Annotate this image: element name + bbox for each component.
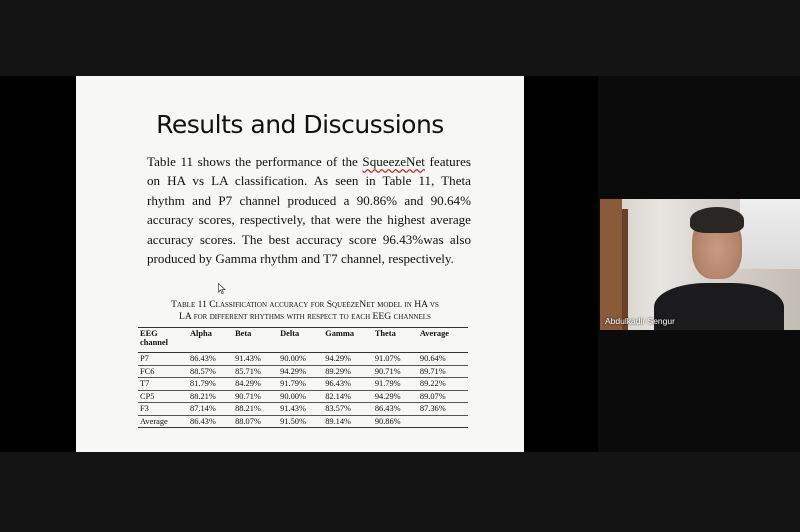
table-cell: 90.71% (233, 390, 278, 403)
body-text-highlight: SqueezeNet (362, 154, 425, 169)
video-background-door-frame (622, 209, 628, 330)
table-cell: 89.22% (418, 378, 468, 391)
table-cell: 86.43% (188, 353, 233, 366)
table-cell (418, 415, 468, 428)
header-average: Average (418, 328, 468, 353)
table-cell: 91.50% (278, 415, 323, 428)
mouse-cursor-icon (218, 283, 226, 294)
bottom-bar (0, 452, 800, 532)
table-cell: FC6 (138, 365, 188, 378)
table-cell: 90.86% (373, 415, 418, 428)
participant-name-label: Abdulkadir Sengur (605, 316, 675, 326)
table-caption-line-1: Table 11 Classification accuracy for SqueezeNet model in HA vs (171, 299, 439, 310)
participant-hair (690, 207, 744, 233)
table-row (138, 403, 468, 416)
table-cell: F3 (138, 403, 188, 416)
table-row (138, 390, 468, 403)
table-cell: 87.14% (188, 403, 233, 416)
table-cell: Average (138, 415, 188, 428)
table-cell: 90.00% (278, 353, 323, 366)
header-alpha: Alpha (188, 328, 233, 353)
table-caption (138, 299, 472, 323)
table-cell: 84.29% (233, 378, 278, 391)
table-cell: 94.29% (373, 390, 418, 403)
table-cell: 88.57% (188, 365, 233, 378)
table-cell: 89.14% (323, 415, 373, 428)
table-cell: 85.71% (233, 365, 278, 378)
table-cell: 89.29% (323, 365, 373, 378)
video-background-door (600, 199, 622, 330)
table-cell: CP5 (138, 390, 188, 403)
body-text-part-1: Table 11 shows the performance of the (147, 154, 363, 169)
table-caption-line-2: LA for different rhythms with respect to each EEG channels (179, 311, 431, 322)
table-cell: 86.43% (188, 415, 233, 428)
table-cell: 90.71% (373, 365, 418, 378)
body-text-part-2: features on HA vs LA classification. As seen in Table 11, Theta rhythm and P7 channel produced a 90.86% and 90.64% accuracy scores, respectively, that were the highest average accuracy scores. The best accuracy score 96.43%was also produced by Gamma rhythm and T7 channel, respectively. (147, 154, 471, 267)
table-row-average (138, 415, 468, 428)
results-table (138, 327, 468, 428)
participant-video-tile[interactable] (600, 199, 800, 330)
video-background-shelf (740, 199, 800, 269)
table-cell: 91.43% (278, 403, 323, 416)
header-gamma: Gamma (323, 328, 373, 353)
presentation-slide (76, 76, 524, 452)
table-cell: 91.79% (278, 378, 323, 391)
table-row (138, 365, 468, 378)
table-cell: 89.07% (418, 390, 468, 403)
table-cell: 90.64% (418, 353, 468, 366)
table-header-row (138, 328, 468, 353)
slide-title: Results and Discussions (156, 110, 444, 139)
table-cell: P7 (138, 353, 188, 366)
table-cell: 94.29% (278, 365, 323, 378)
header-beta: Beta (233, 328, 278, 353)
table-cell: 90.00% (278, 390, 323, 403)
table-cell: 86.43% (373, 403, 418, 416)
table-cell: 83.57% (323, 403, 373, 416)
slide-body-text (147, 152, 471, 268)
table-cell: 91.43% (233, 353, 278, 366)
table-cell: T7 (138, 378, 188, 391)
table-row (138, 353, 468, 366)
table-cell: 91.07% (373, 353, 418, 366)
table-cell: 96.43% (323, 378, 373, 391)
header-delta: Delta (278, 328, 323, 353)
table-cell: 87.36% (418, 403, 468, 416)
table-row (138, 378, 468, 391)
table-cell: 88.21% (233, 403, 278, 416)
table-cell: 81.79% (188, 378, 233, 391)
table-cell: 91.79% (373, 378, 418, 391)
table-cell: 89.71% (418, 365, 468, 378)
table-cell: 88.07% (233, 415, 278, 428)
header-eeg-channel: EEG channel (138, 328, 188, 353)
table-cell: 94.29% (323, 353, 373, 366)
table-cell: 88.21% (188, 390, 233, 403)
table-cell: 82.14% (323, 390, 373, 403)
header-theta: Theta (373, 328, 418, 353)
top-bar (0, 0, 800, 76)
